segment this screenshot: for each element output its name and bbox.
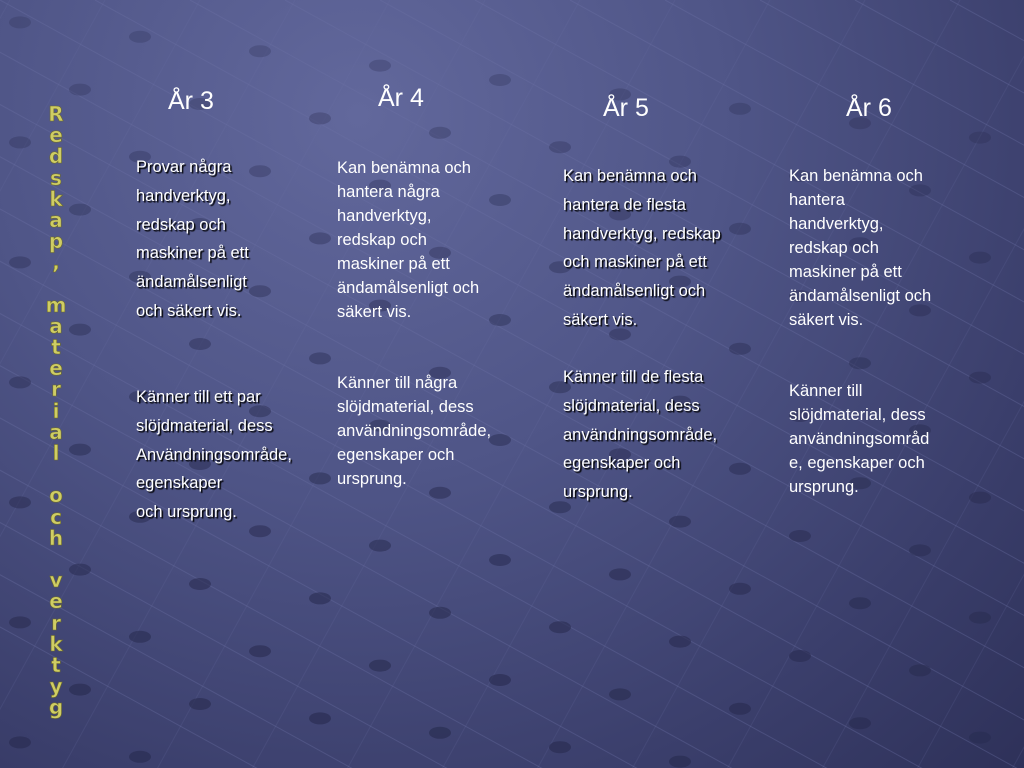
text-line: egenskaper xyxy=(136,474,223,493)
text-line: ändamålsenligt och xyxy=(563,282,706,301)
text-line: Känner till xyxy=(789,382,863,400)
bg-dot xyxy=(729,703,751,715)
bg-dot xyxy=(549,741,571,753)
text-line: Kan benämna och xyxy=(789,167,923,185)
bg-dot xyxy=(129,751,151,763)
text-line: redskap och xyxy=(789,239,879,257)
bg-dot xyxy=(309,712,331,724)
vertical-title-letter xyxy=(53,549,60,570)
text-line: användningsområde, xyxy=(563,425,718,444)
vertical-title-letter: l xyxy=(52,441,60,465)
bg-dot xyxy=(729,103,751,115)
bg-dot xyxy=(189,698,211,710)
year-3-materials-text xyxy=(136,383,336,527)
text-line: redskap och xyxy=(337,231,427,249)
vertical-title-letter: e xyxy=(49,356,63,381)
vertical-title-letter: k xyxy=(49,631,63,656)
text-line: slöjdmaterial, dess xyxy=(789,406,926,424)
bg-dot xyxy=(669,636,691,648)
year-3-tools-text xyxy=(136,153,336,326)
vertical-title-letter: , xyxy=(52,250,60,275)
bg-dot xyxy=(9,376,31,388)
bg-dot xyxy=(489,554,511,566)
text-line: säkert vis. xyxy=(789,311,864,329)
bg-line xyxy=(1020,0,1024,768)
bg-dot xyxy=(309,352,331,364)
vertical-title-letter xyxy=(53,464,60,485)
bg-dot xyxy=(489,74,511,86)
bg-dot xyxy=(909,544,931,556)
bg-dot xyxy=(369,660,391,672)
vertical-title-letter: v xyxy=(49,568,63,593)
text-line: och säkert vis. xyxy=(136,301,242,320)
text-line: e, egenskaper och xyxy=(789,454,925,472)
vertical-title-letter: o xyxy=(49,483,63,508)
year-5-heading: År 5 xyxy=(603,94,649,122)
text-line: slöjdmaterial, dess xyxy=(136,416,273,435)
bg-dot xyxy=(849,357,871,369)
vertical-title-letter: r xyxy=(51,610,61,635)
text-line: Känner till ett par xyxy=(136,388,261,406)
bg-dot xyxy=(249,45,271,57)
bg-dot xyxy=(309,112,331,124)
vertical-title-letter: r xyxy=(51,377,61,402)
year-5-materials-text xyxy=(563,363,763,507)
text-line: Användningsområde, xyxy=(136,445,292,464)
bg-dot xyxy=(309,592,331,604)
text-line: handverktyg, redskap xyxy=(563,224,721,243)
text-line: Kan benämna och xyxy=(337,159,471,177)
bg-dot xyxy=(609,688,631,700)
vertical-title-letter: s xyxy=(50,165,62,190)
bg-dot xyxy=(969,252,991,264)
vertical-title-letter xyxy=(53,274,60,295)
bg-dot xyxy=(69,84,91,96)
bg-dot xyxy=(849,717,871,729)
bg-dot xyxy=(669,756,691,768)
text-line: ändamålsenligt och xyxy=(789,287,932,305)
vertical-title-letter: e xyxy=(49,123,63,148)
bg-dot xyxy=(129,31,151,43)
vertical-title-letter: t xyxy=(51,652,61,677)
bg-dot xyxy=(189,338,211,350)
year-6-tools-text xyxy=(789,164,964,332)
year-4-tools-text xyxy=(337,156,527,324)
bg-dot xyxy=(609,568,631,580)
text-line: ursprung. xyxy=(789,478,859,496)
text-line: redskap och xyxy=(136,215,226,234)
text-line: ursprung. xyxy=(337,470,407,488)
text-line: handverktyg, xyxy=(136,186,231,205)
bg-dot xyxy=(729,343,751,355)
bg-dot xyxy=(429,727,451,739)
bg-dot xyxy=(969,132,991,144)
bg-dot xyxy=(969,492,991,504)
text-line: handverktyg, xyxy=(789,215,884,233)
bg-dot xyxy=(549,621,571,633)
vertical-title-letter: c xyxy=(50,504,62,529)
vertical-title-letter: y xyxy=(49,674,63,699)
bg-line xyxy=(0,0,10,768)
bg-dot xyxy=(669,516,691,528)
vertical-title-letter: i xyxy=(52,398,60,423)
vertical-title-letter: h xyxy=(48,525,64,550)
text-line: ursprung. xyxy=(563,483,633,502)
bg-dot xyxy=(9,736,31,748)
text-line: användningsområd xyxy=(789,430,930,448)
year-6-materials-text xyxy=(789,379,964,499)
text-line: maskiner på ett xyxy=(789,263,902,281)
bg-dot xyxy=(549,141,571,153)
text-line: egenskaper och xyxy=(563,454,681,473)
text-line: handverktyg, xyxy=(337,207,432,225)
text-line: hantera några xyxy=(337,183,440,201)
bg-dot xyxy=(429,607,451,619)
vertical-title-letter: t xyxy=(51,335,61,360)
text-line: Provar några xyxy=(136,158,232,176)
bg-dot xyxy=(789,650,811,662)
bg-dot xyxy=(429,127,451,139)
text-line: slöjdmaterial, dess xyxy=(563,396,700,415)
text-line: Kan benämna och xyxy=(563,167,697,185)
text-line: maskiner på ett xyxy=(136,244,249,263)
bg-dot xyxy=(129,631,151,643)
vertical-section-title xyxy=(38,104,74,718)
text-line: slöjdmaterial, dess xyxy=(337,398,474,416)
vertical-title-letter: d xyxy=(48,144,64,169)
year-6-heading: År 6 xyxy=(846,94,892,122)
bg-dot xyxy=(969,732,991,744)
bg-dot xyxy=(969,372,991,384)
bg-dot xyxy=(729,583,751,595)
text-line: Känner till de flesta xyxy=(563,368,704,386)
bg-dot xyxy=(9,496,31,508)
bg-dot xyxy=(489,674,511,686)
year-4-materials-text xyxy=(337,371,537,491)
text-line: maskiner på ett xyxy=(337,255,450,273)
vertical-title-letter: g xyxy=(48,695,64,720)
year-5-tools-text xyxy=(563,162,763,335)
text-line: hantera xyxy=(789,191,845,209)
text-line: Känner till några xyxy=(337,374,458,392)
bg-dot xyxy=(9,256,31,268)
bg-dot xyxy=(9,16,31,28)
vertical-title-letter: a xyxy=(49,313,63,338)
bg-dot xyxy=(249,525,271,537)
bg-dot xyxy=(909,664,931,676)
vertical-title-letter: k xyxy=(49,186,63,211)
vertical-title-letter: a xyxy=(49,207,63,232)
vertical-title-letter: R xyxy=(48,102,64,126)
year-3-heading: År 3 xyxy=(168,87,214,115)
text-line: säkert vis. xyxy=(337,303,412,321)
bg-dot xyxy=(249,645,271,657)
bg-dot xyxy=(189,578,211,590)
text-line: säkert vis. xyxy=(563,310,638,329)
text-line: hantera de flesta xyxy=(563,195,686,214)
vertical-title-letter: m xyxy=(45,292,67,317)
text-line: och ursprung. xyxy=(136,503,237,522)
vertical-title-letter: a xyxy=(49,419,63,444)
text-line: användningsområde, xyxy=(337,422,492,440)
text-line: egenskaper och xyxy=(337,446,455,464)
text-line: ändamålsenligt xyxy=(136,273,247,292)
text-line: och maskiner på ett xyxy=(563,253,707,272)
bg-dot xyxy=(9,136,31,148)
text-line: ändamålsenligt och xyxy=(337,279,480,297)
bg-dot xyxy=(789,530,811,542)
vertical-title-letter: p xyxy=(48,229,64,254)
bg-dot xyxy=(369,540,391,552)
vertical-title-letter: e xyxy=(49,589,63,614)
year-4-heading: År 4 xyxy=(378,84,424,112)
bg-dot xyxy=(969,612,991,624)
bg-dot xyxy=(369,60,391,72)
bg-dot xyxy=(9,616,31,628)
bg-dot xyxy=(849,597,871,609)
